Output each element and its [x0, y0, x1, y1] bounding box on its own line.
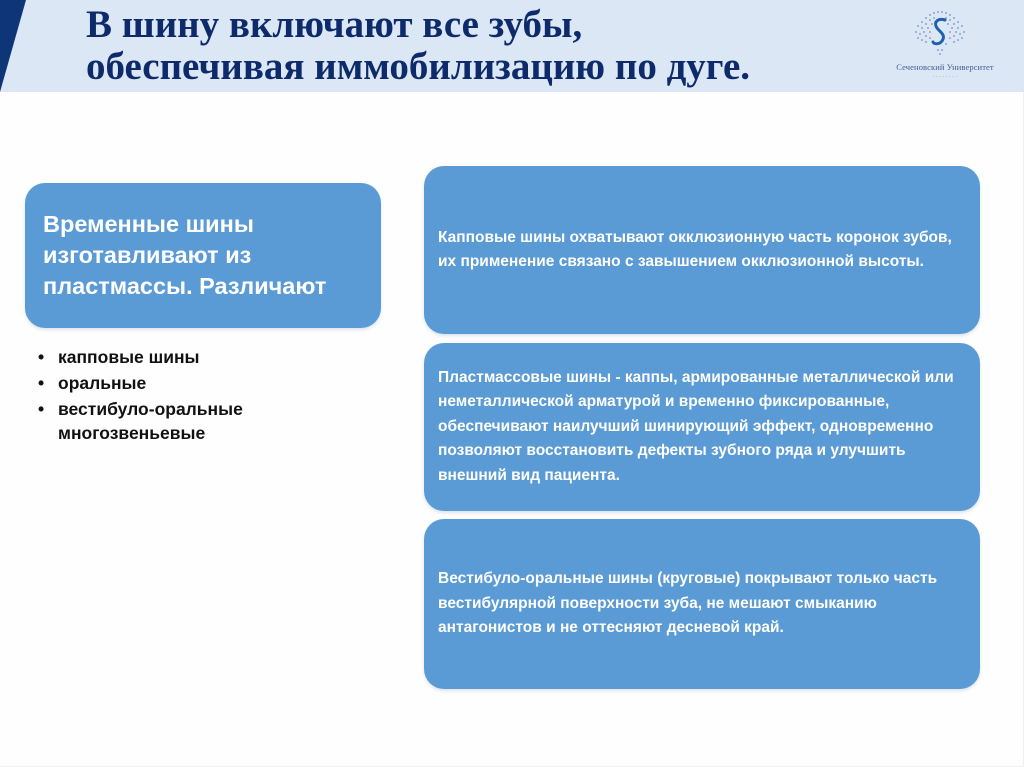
vestibulo-oral-splints-text: Вестибуло-оральные шины (круговые) покрывают только часть вестибулярной поверхности зуба, не мешают смыканию антагонистов и не оттесняют десневой край. — [438, 570, 938, 637]
slide-title — [86, 4, 886, 88]
bullet-icon: • — [38, 399, 45, 419]
title-line-1: В шину включают все зубы, — [86, 3, 583, 46]
bullet-icon: • — [38, 347, 45, 367]
plastic-splints-box — [424, 343, 980, 511]
university-name: Сеченовский Университет — [896, 62, 994, 72]
university-logo-icon — [908, 8, 970, 58]
university-logo — [880, 6, 1010, 86]
splint-types-list — [36, 345, 376, 447]
plastic-splints-text: Пластмассовые шины - каппы, армированные металлической или неметаллической арматурой и временно фиксированные, обеспечивают наилучший шинирующий эффект, одновременно позволяют восстановить дефекты зубного ряда и улучшить внешний вид пациента. — [438, 368, 954, 484]
list-item: • оральные — [38, 373, 147, 393]
cap-splints-box — [424, 166, 980, 334]
list-item: • вестибуло-оральные многозвеньевые — [38, 399, 243, 443]
title-line-2: обеспечивая иммобилизацию по дуге. — [86, 45, 751, 88]
bullet-icon: • — [38, 373, 45, 393]
cap-splints-text: Капповые шины охватывают окклюзионную часть коронок зубов, их применение связано с завышением окклюзионной высоты. — [438, 228, 952, 270]
university-tagline: · · · · · · · · — [933, 74, 957, 80]
list-item: • капповые шины — [38, 347, 200, 367]
temporary-splints-heading-box — [25, 183, 381, 328]
temporary-splints-heading: Временные шины изготавливают из пластмассы. Различают — [43, 211, 327, 299]
vestibulo-oral-splints-box — [424, 519, 980, 689]
